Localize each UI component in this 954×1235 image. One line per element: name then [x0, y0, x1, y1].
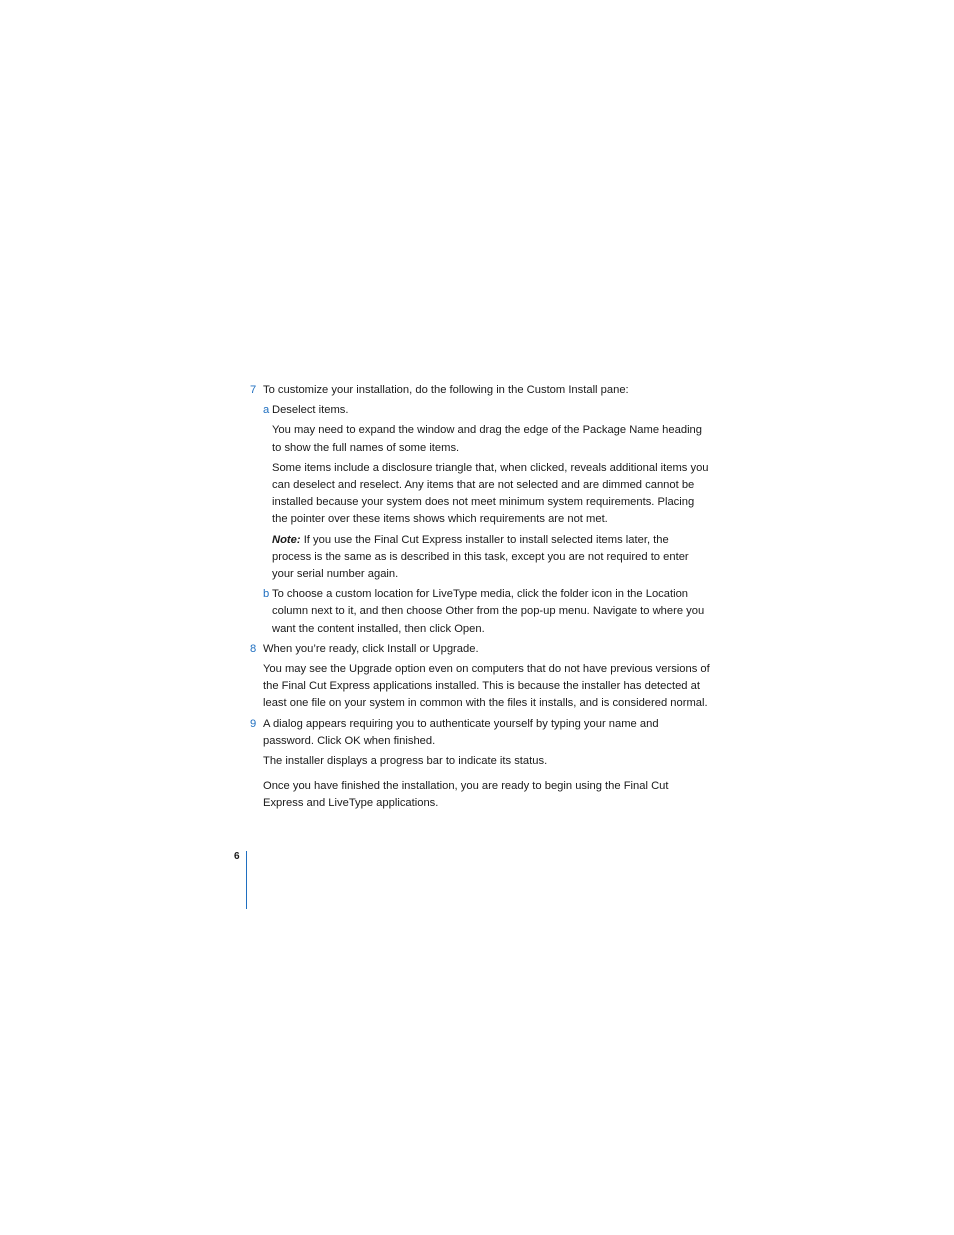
step-text: When you’re ready, click Install or Upgrade.: [263, 642, 479, 655]
step-text: A dialog appears requiring you to authenticate yourself by typing your name and password. Click OK when finished.: [263, 717, 659, 747]
page-number: 6: [234, 851, 240, 862]
footer-rule: [246, 851, 247, 909]
step-8: [250, 641, 710, 658]
step-paragraph: You may see the Upgrade option even on computers that do not have previous versions of the Final Cut Express applications installed. This is because the installer has detected at least one file on your system in common with the files it installs, and is considered normal.: [263, 663, 710, 710]
substep-paragraph: Some items include a disclosure triangle that, when clicked, reveals additional items you can deselect and reselect. Any items that are not selected and are dimmed cannot be installed because your system does not meet minimum system requirements. Placing the pointer over these items shows which requirements are not met.: [272, 461, 709, 526]
step-paragraph: The installer displays a progress bar to indicate its status.: [263, 755, 548, 768]
step-number: 8: [250, 642, 257, 655]
note-text: If you use the Final Cut Express installer to install selected items later, the process is the same as is described in this task, except you are not required to enter your serial number again.: [272, 533, 689, 581]
substep-letter: b: [263, 588, 270, 601]
step-7: [250, 382, 710, 399]
step-text: To customize your installation, do the following in the Custom Install pane:: [263, 384, 629, 396]
substep-letter: a: [263, 404, 270, 417]
substep-a: [250, 402, 710, 419]
substep-text: To choose a custom location for LiveType media, click the folder icon in the Location column next to it, and then choose Other from the pop-up menu. Navigate to where you want the content installed, then click Open.: [272, 588, 705, 635]
note-label: Note:: [272, 533, 301, 546]
substep-paragraph: You may need to expand the window and drag the edge of the Package Name heading to show the full names of some items.: [272, 424, 702, 454]
substep-b: [250, 586, 710, 638]
note-paragraph: [250, 532, 710, 584]
closing-paragraph: Once you have finished the installation, you are ready to begin using the Final Cut Express and LiveType applications.: [263, 780, 669, 810]
step-number: 7: [250, 384, 257, 396]
step-number: 9: [250, 717, 257, 730]
document-body: [250, 382, 710, 816]
substep-text: Deselect items.: [272, 404, 349, 417]
step-9: [250, 716, 710, 750]
